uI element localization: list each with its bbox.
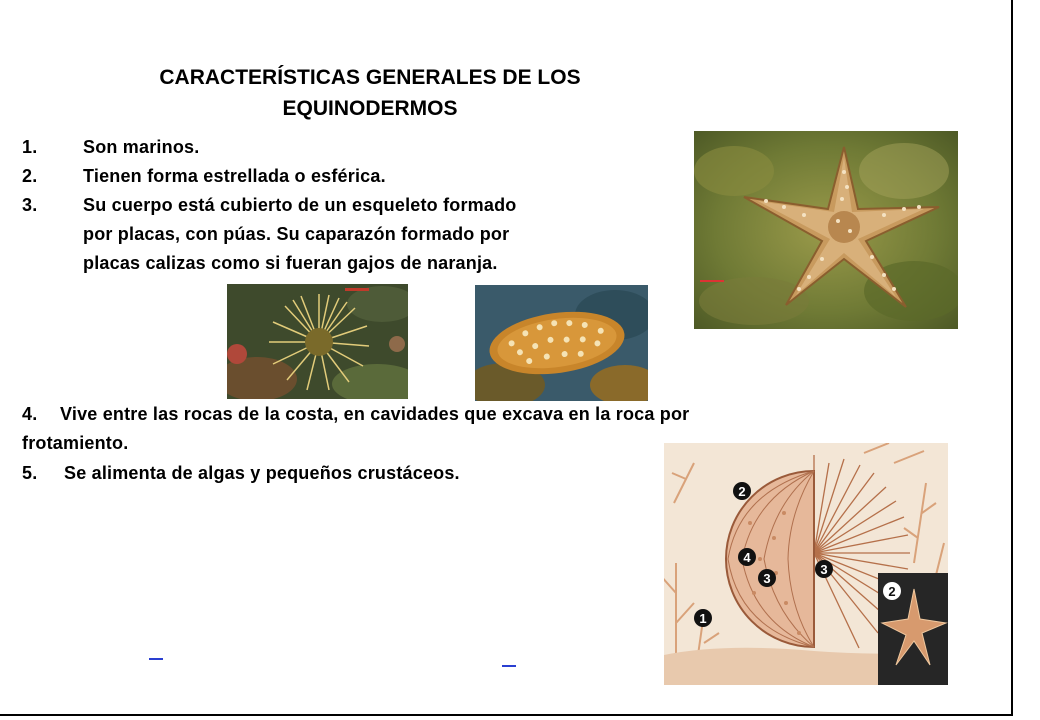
hyperlink-underline[interactable] <box>149 658 163 660</box>
list-item-text-line: placas calizas como si fueran gajos de naranja. <box>83 253 498 273</box>
frame-bottom-border <box>0 714 1013 716</box>
list-item <box>0 164 700 188</box>
diagram-label: 3 <box>820 562 828 577</box>
list-item-text-line: por placas, con púas. Su caparazón formado por <box>83 224 510 244</box>
sea-urchin-anatomy-illustration <box>664 443 948 685</box>
list-item <box>0 193 700 283</box>
point-4-line-1: Vive entre las rocas de la costa, en cavidades que excava en la roca por <box>60 404 690 424</box>
list-item-number: 1. <box>22 137 38 157</box>
hyperlink-underline[interactable] <box>502 665 516 667</box>
point-5-number: 5. <box>22 463 38 483</box>
sea-urchin-photo <box>227 284 408 399</box>
point-5-text: Se alimenta de algas y pequeños crustáceos. <box>64 463 460 483</box>
diagram-label: 4 <box>743 550 751 565</box>
point-4 <box>22 400 689 458</box>
list-item-text: Son marinos. <box>83 137 200 157</box>
frame-right-border <box>1011 0 1013 716</box>
title-line-2: EQUINODERMOS <box>282 97 458 120</box>
list-item-number: 2. <box>22 166 38 186</box>
diagram-label: 3 <box>763 571 771 586</box>
point-5 <box>22 459 460 488</box>
point-4-line-2: frotamiento. <box>22 433 129 453</box>
title-line-1: CARACTERÍSTICAS GENERALES DE LOS <box>159 66 581 89</box>
list-item-text: Tienen forma estrellada o esférica. <box>83 166 386 186</box>
diagram-label: 2 <box>888 584 896 599</box>
starfish-photo <box>694 131 958 329</box>
list-item <box>0 135 700 159</box>
sea-cucumber-photo <box>475 285 648 401</box>
page-title <box>40 62 700 124</box>
diagram-label: 2 <box>738 484 746 499</box>
list-item-text-line: Su cuerpo está cubierto de un esqueleto formado <box>83 195 517 215</box>
point-4-number: 4. <box>22 404 38 424</box>
diagram-label: 1 <box>699 611 707 626</box>
list-item-number: 3. <box>22 195 38 215</box>
